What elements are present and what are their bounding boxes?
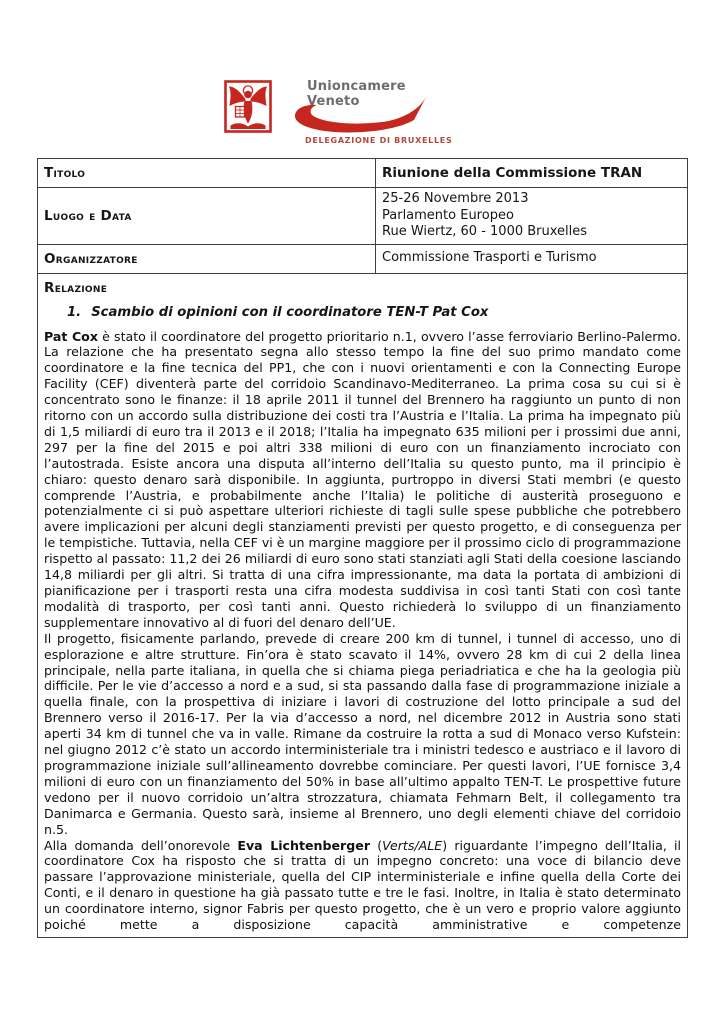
unioncamere-veneto-logo bbox=[224, 78, 453, 152]
text-segment: ( bbox=[370, 837, 383, 853]
winged-lion-icon bbox=[224, 80, 272, 133]
value-line: Commissione Trasporti e Turismo bbox=[382, 250, 597, 266]
report-section-label: Relazione bbox=[44, 279, 108, 296]
info-label-titolo: Titolo bbox=[38, 159, 376, 188]
table-row-luogo-e-data bbox=[38, 188, 688, 245]
text-segment: Eva Lichtenberger bbox=[237, 837, 371, 853]
info-label-luogo-e-data: Luogo e Data bbox=[38, 188, 376, 245]
value-line: 25-26 Novembre 2013 bbox=[382, 191, 529, 206]
text-segment: Pat Cox bbox=[44, 328, 98, 344]
table-row-titolo bbox=[38, 159, 688, 188]
value-line: Parlamento Europeo bbox=[382, 207, 514, 223]
report-item-heading bbox=[67, 305, 681, 320]
report-paragraph-1 bbox=[44, 329, 681, 631]
text-segment: Verts/ALE bbox=[382, 837, 443, 853]
report-paragraph-3 bbox=[44, 838, 681, 933]
value-line: Rue Wiertz, 60 - 1000 Bruxelles bbox=[382, 224, 588, 239]
swoosh-icon bbox=[290, 94, 430, 138]
item-title: Scambio di opinioni con il coordinatore TEN-T Pat Cox bbox=[91, 304, 489, 320]
org-name-line1: Unioncamere bbox=[307, 79, 406, 94]
table-row-relazione bbox=[38, 273, 688, 937]
info-value-luogo-e-data bbox=[376, 188, 688, 245]
text-segment: Alla domanda dell’onorevole bbox=[44, 837, 238, 853]
text-segment: ) riguardante l’impegno dell’Italia, il coordinatore Cox ha risposto che si tratta di un impegno concreto: una voce di bilancio deve passare l’approvazione ministeriale, quella del CIP interministeriale e infine quella della Corte dei Conti, e il denaro in questione ha già passato tutte e tre le fasi. Inoltre, in Italia è stato determinato un coordinatore interno, signor Fabris per questo progetto, che è un vero e proprio valore aggiunto poiché mette a disposizione capacità amministrative e competenze bbox=[44, 837, 682, 933]
item-number: 1. bbox=[67, 304, 82, 320]
info-table bbox=[37, 158, 688, 938]
text-segment: è stato il coordinatore del progetto prioritario n.1, ovvero l’asse ferroviario Berlino-Palermo. La relazione che ha presentato segna allo stesso tempo la fine del suo primo mandato come coordinatore e la fine tecnica del PP1, che con i nuovi orientamenti e con la Connecting Europe Facility (CEF) diventerà parte del corridoio Scandinavo-Mediterraneo. La prima cosa su cui si è concentrato sono le finanze: il 18 aprile 2011 il tunnel del Brennero ha raggiunto un punto di non ritorno con un accordo sulla distribuzione dei costi tra l’Austria e l’Italia. La prima ha impegnato più di 1,5 miliardi di euro tra il 2013 e il 2018; l’Italia ha impegnato 635 milioni per i prossimi due anni, 297 per la fine del 2015 e poi altri 338 milioni di euro con un finanziamento incrociato con l’autostrada. Esiste ancora una disputa all’interno dell’Italia su questo punto, ma il principio è chiaro: questo denaro sarà disponibile. In aggiunta, purtroppo in diversi Stati membri (e questo comprende l’Austria, e probabilmente anche l’Italia) le politiche di austerità proseguono e potenzialmente ci si può aspettare ulteriori richieste di tagli sulle spese pubbliche che potrebbero avere implicazioni per alcuni degli stanziamenti previsti per questo progetto, e di conseguenza per le tempistiche. Tuttavia, nella CEF vi è un margine maggiore per il prossimo ciclo di programmazione rispetto al passato: 11,2 dei 26 miliardi di euro sono stati stanziati agli Stati della coesione lasciando 14,8 miliardi per gli altri. Si tratta di una cifra impressionante, ma data la portata di ambizioni di pianificazione per i trasporti resta una cifra modesta suddivisa in così tanti Stati con così tante modalità di trasporto, per così tanti anni. Questo richiederà lo sviluppo di un finanziamento supplementare innovativo al di fuori del denaro dell’UE. bbox=[44, 328, 681, 630]
info-label-organizzatore: Organizzatore bbox=[38, 244, 376, 273]
report-paragraph-2 bbox=[44, 631, 681, 838]
report-section bbox=[38, 273, 688, 937]
org-name-line2: Veneto bbox=[307, 94, 360, 109]
value-line: Riunione della Commissione TRAN bbox=[382, 164, 643, 181]
text-segment: Il progetto, fisicamente parlando, prevede di creare 200 km di tunnel, i tunnel di accesso, uno di esplorazione e altre strutture. Fin’ora è stato scavato il 14%, ovvero 28 km di cui 2 della linea principale, nella parte italiana, in quella che si chiama piega periadriatica e che ha la geologia più difficile. Per le vie d’accesso a nord e a sud, si sta passando dalla fase di programmazione iniziale a quella finale, con la prospettiva di iniziare i lavori di costruzione del lotto principale a sud del Brennero verso il 2016-17. Per la via d’accesso a nord, nel dicembre 2012 in Austria sono stati aperti 34 km di tunnel che va in valle. Rimane da costruire la rotta a sud di Monaco verso Kufstein: nel giugno 2012 c’è stato un accordo interministeriale tra i ministri tedesco e austriaco e il lavoro di programmazione iniziale sull’allineamento dovrebbe cominciare. Per questi lavori, l’UE fornisce 3,4 milioni di euro con un finanziamento del 50% in base all’ultimo appalto TEN-T. Le prospettive future vedono per il nuovo corridoio un’altra strozzatura, chiamata Fehmarn Belt, il collegamento tra Danimarca e Germania. Questo sarà, insieme al Brennero, uno degli elementi chiave del corridoio n.5. bbox=[44, 630, 681, 837]
table-row-organizzatore bbox=[38, 244, 688, 273]
info-value-titolo bbox=[376, 159, 688, 188]
info-value-organizzatore bbox=[376, 244, 688, 273]
delegation-subtitle: DELEGAZIONE DI BRUXELLES bbox=[305, 136, 453, 145]
